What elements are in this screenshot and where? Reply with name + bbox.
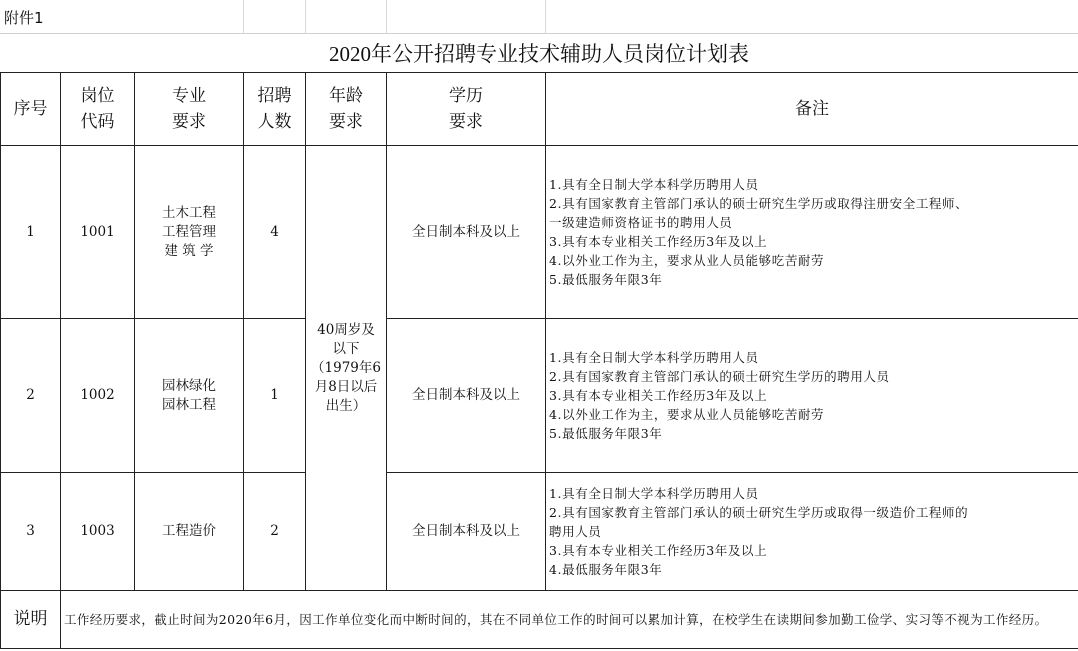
notes-cell: 1.具有全日制大学本科学历聘用人员 2.具有国家教育主管部门承认的硕士研究生学历或取得注册安全工程师、 一级建造师资格证书的聘用人员 3.具有本专业相关工作经历3年及以上 4.以外业工作为主，要求从业人员能够吃苦耐劳 5.最低服务年限3年 bbox=[546, 146, 1078, 319]
header-major: 专业 要求 bbox=[135, 73, 244, 146]
code-cell: 1003 bbox=[61, 473, 135, 591]
count-cell: 4 bbox=[244, 146, 306, 319]
seq-cell: 3 bbox=[1, 473, 61, 591]
explanation-row bbox=[1, 591, 1078, 649]
page-title: 2020年公开招聘专业技术辅助人员岗位计划表 bbox=[329, 42, 749, 66]
header-notes: 备注 bbox=[546, 73, 1078, 146]
seq-cell: 1 bbox=[1, 146, 61, 319]
grid-cell bbox=[243, 0, 306, 33]
attachment-label: 附件1 bbox=[4, 9, 44, 27]
education-cell: 全日制本科及以上 bbox=[387, 473, 546, 591]
table-row bbox=[1, 473, 1078, 591]
notes-cell: 1.具有全日制大学本科学历聘用人员 2.具有国家教育主管部门承认的硕士研究生学历的聘用人员 3.具有本专业相关工作经历3年及以上 4.以外业工作为主，要求从业人员能够吃苦耐劳 5.最低服务年限3年 bbox=[546, 319, 1078, 473]
major-cell: 工程造价 bbox=[135, 473, 244, 591]
grid-cell bbox=[305, 0, 387, 33]
major-cell: 园林绿化 园林工程 bbox=[135, 319, 244, 473]
count-cell: 2 bbox=[244, 473, 306, 591]
header-education: 学历 要求 bbox=[387, 73, 546, 146]
education-cell: 全日制本科及以上 bbox=[387, 319, 546, 473]
header-row bbox=[1, 73, 1078, 146]
major-cell: 土木工程 工程管理 建 筑 学 bbox=[135, 146, 244, 319]
code-cell: 1001 bbox=[61, 146, 135, 319]
grid-cell bbox=[386, 0, 546, 33]
age-cell: 40周岁及 以下 （1979年6 月8日以后 出生） bbox=[306, 146, 387, 591]
header-seq: 序号 bbox=[1, 73, 61, 146]
table-row bbox=[1, 146, 1078, 319]
education-cell: 全日制本科及以上 bbox=[387, 146, 546, 319]
header-code: 岗位 代码 bbox=[61, 73, 135, 146]
code-cell: 1002 bbox=[61, 319, 135, 473]
count-cell: 1 bbox=[244, 319, 306, 473]
explanation-text: 工作经历要求，截止时间为2020年6月，因工作单位变化而中断时间的，其在不同单位工作的时间可以累加计算，在校学生在读期间参加勤工俭学、实习等不视为工作经历。 bbox=[61, 591, 1078, 649]
table-row bbox=[1, 319, 1078, 473]
seq-cell: 2 bbox=[1, 319, 61, 473]
explanation-label: 说明 bbox=[1, 591, 61, 649]
job-plan-table bbox=[0, 72, 1078, 649]
header-age: 年龄 要求 bbox=[306, 73, 387, 146]
attachment-row bbox=[0, 0, 1078, 34]
notes-cell: 1.具有全日制大学本科学历聘用人员 2.具有国家教育主管部门承认的硕士研究生学历或取得一级造价工程师的 聘用人员 3.具有本专业相关工作经历3年及以上 4.最低服务年限3年 bbox=[546, 473, 1078, 591]
header-count: 招聘 人数 bbox=[244, 73, 306, 146]
